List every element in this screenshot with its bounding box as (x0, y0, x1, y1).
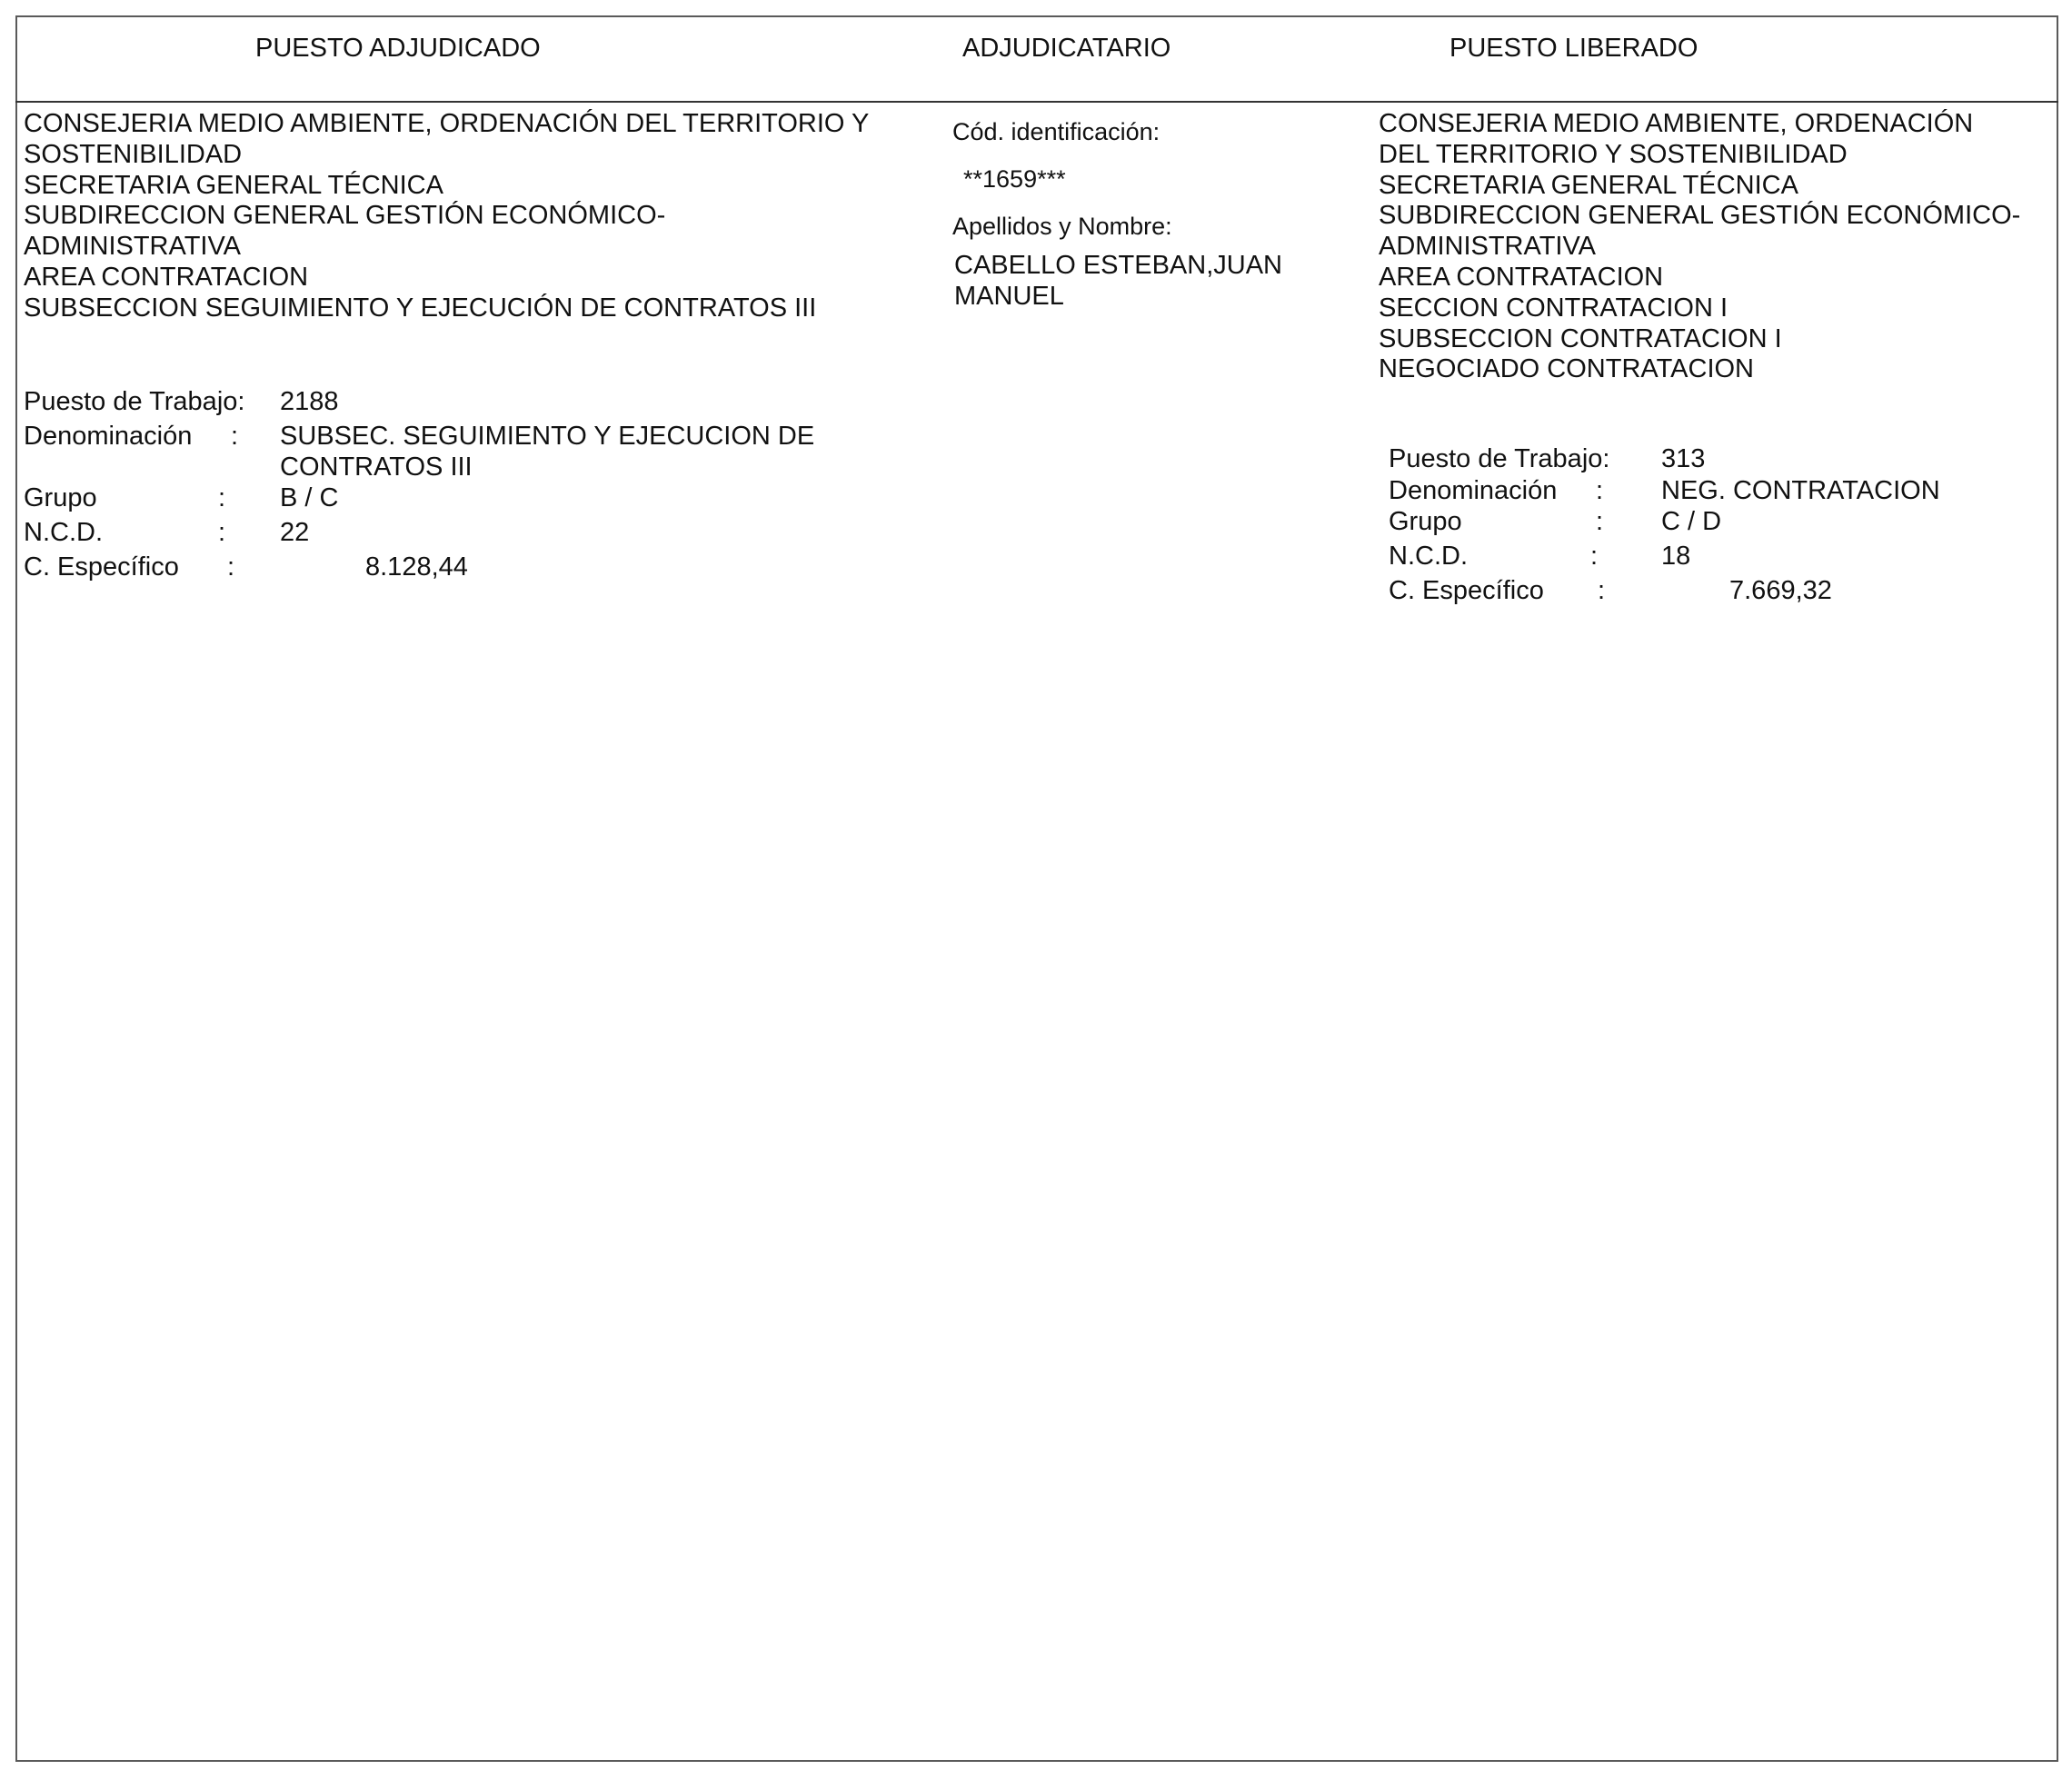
value-c-especifico: 8.128,44 (365, 552, 468, 582)
label-denominacion: Denominación (1389, 476, 1558, 505)
value-nombre-line: CABELLO ESTEBAN,JUAN (954, 251, 1282, 280)
header-adjudicatario: ADJUDICATARIO (962, 34, 1171, 63)
org-line: SECRETARIA GENERAL TÉCNICA (1379, 170, 1798, 200)
colon: : (227, 552, 235, 582)
colon: : (218, 483, 226, 512)
value-puesto-trabajo: 313 (1661, 444, 1706, 473)
label-apellidos-nombre: Apellidos y Nombre: (952, 213, 1172, 240)
org-line: SECCION CONTRATACION I (1379, 293, 1728, 323)
org-line: SUBSECCION SEGUIMIENTO Y EJECUCIÓN DE CONTRATOS III (24, 293, 817, 323)
label-c-especifico: C. Específico (1389, 576, 1544, 605)
org-line: CONSEJERIA MEDIO AMBIENTE, ORDENACIÓN DEL TERRITORIO Y (24, 109, 870, 138)
value-cod-identificacion: **1659*** (963, 165, 1066, 193)
org-line: SUBDIRECCION GENERAL GESTIÓN ECONÓMICO- (24, 201, 666, 231)
org-line: SECRETARIA GENERAL TÉCNICA (24, 170, 443, 200)
value-ncd: 22 (280, 518, 310, 547)
label-grupo: Grupo (24, 483, 97, 512)
colon: : (218, 518, 226, 547)
colon: : (1590, 542, 1599, 571)
header-puesto-liberado: PUESTO LIBERADO (1449, 34, 1698, 63)
value-ncd: 18 (1661, 542, 1691, 571)
adjudicado-organization (24, 109, 869, 324)
value-denominacion-line: SUBSEC. SEGUIMIENTO Y EJECUCION DE (280, 422, 815, 451)
label-grupo: Grupo (1389, 507, 1462, 536)
org-line: ADMINISTRATIVA (24, 232, 241, 262)
org-line: SUBSECCION CONTRATACION I (1379, 323, 1782, 353)
value-denominacion-line: CONTRATOS III (280, 452, 473, 482)
label-ncd: N.C.D. (1389, 542, 1468, 571)
value-puesto-trabajo: 2188 (280, 387, 339, 416)
label-denominacion: Denominación (24, 422, 193, 451)
label-puesto-trabajo: Puesto de Trabajo: (1389, 444, 1610, 473)
org-line: ADMINISTRATIVA (1379, 232, 1596, 262)
org-line: NEGOCIADO CONTRATACION (1379, 354, 1754, 384)
colon: : (1596, 507, 1604, 536)
label-c-especifico: C. Específico (24, 552, 179, 582)
value-denominacion: NEG. CONTRATACION (1661, 476, 1940, 505)
label-cod-identificacion: Cód. identificación: (952, 118, 1161, 145)
org-line: SUBDIRECCION GENERAL GESTIÓN ECONÓMICO- (1379, 201, 2021, 231)
liberado-organization (1379, 109, 2020, 385)
header-divider (15, 101, 2058, 103)
value-c-especifico: 7.669,32 (1729, 576, 1832, 605)
org-line: AREA CONTRATACION (1379, 262, 1664, 292)
value-grupo: C / D (1661, 507, 1722, 536)
value-nombre-line: MANUEL (954, 282, 1064, 311)
colon: : (1598, 576, 1606, 605)
label-ncd: N.C.D. (24, 518, 103, 547)
value-grupo: B / C (280, 483, 339, 512)
org-line: DEL TERRITORIO Y SOSTENIBILIDAD (1379, 139, 1848, 169)
org-line: SOSTENIBILIDAD (24, 139, 243, 169)
header-puesto-adjudicado: PUESTO ADJUDICADO (255, 34, 541, 63)
colon: : (231, 422, 239, 451)
org-line: CONSEJERIA MEDIO AMBIENTE, ORDENACIÓN (1379, 109, 1974, 138)
colon: : (1596, 476, 1604, 505)
label-puesto-trabajo: Puesto de Trabajo: (24, 387, 245, 416)
org-line: AREA CONTRATACION (24, 262, 309, 292)
